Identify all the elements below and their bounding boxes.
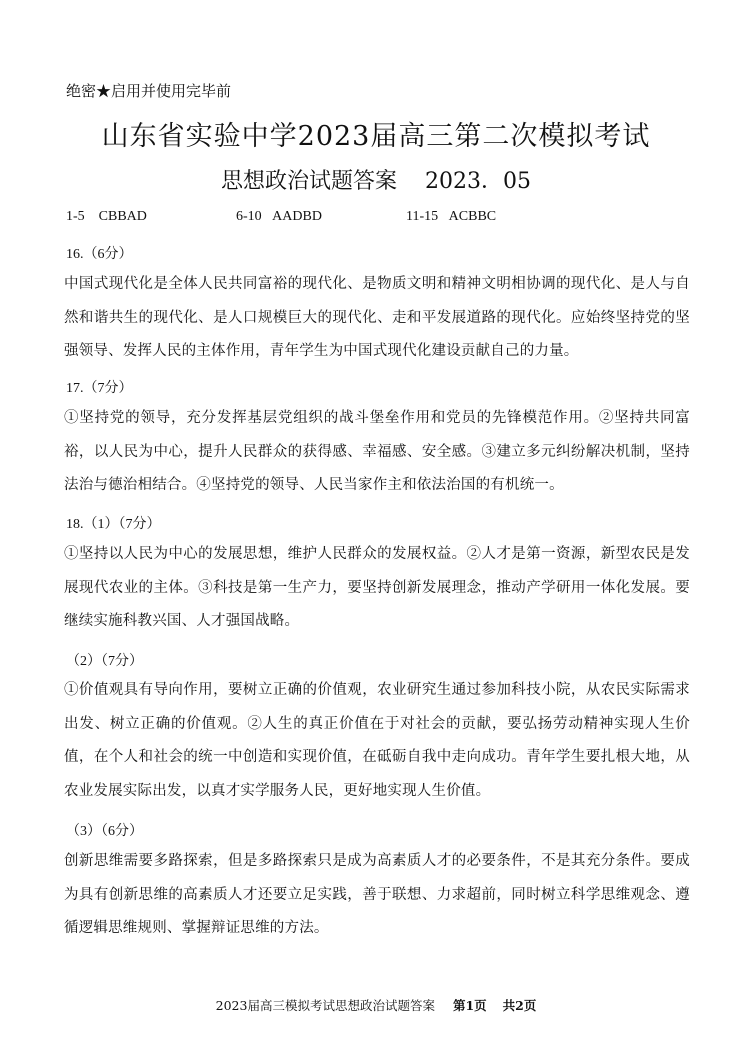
mc-range: 1-5 bbox=[66, 209, 85, 224]
multiple-choice-answers bbox=[66, 209, 496, 225]
page-footer bbox=[0, 996, 752, 1014]
mc-group bbox=[66, 209, 236, 225]
q18-part3-answer: 创新思维需要多路探索，但是多路探索只是成为高素质人才的必要条件，不是其充分条件。要成为具有创新思维的高素质人才还要立足实践，善于联想、力求超前，同时树立科学思维观念、遵循逻辑思维规则、掌握辩证思维的方法。 bbox=[64, 853, 690, 936]
subtitle-text: 思想政治试题答案 bbox=[221, 169, 398, 194]
mc-answers: ACBBC bbox=[448, 209, 497, 224]
mc-group bbox=[406, 209, 496, 225]
q17-answer: ①坚持党的领导，充分发挥基层党组织的战斗堡垒作用和党员的先锋模范作用。②坚持共同富裕，以人民为中心，提升人民群众的获得感、幸福感、安全感。③建立多元纠纷解决机制，坚持法治与德治相结合。④坚持党的领导、人民当家作主和依法治国的有机统一。 bbox=[64, 410, 690, 493]
exam-title: 山东省实验中学2023届高三第二次模拟考试 bbox=[101, 121, 651, 152]
q18-part2-heading: （2）（7分） bbox=[66, 654, 143, 669]
confidential-notice: 绝密★启用并使用完毕前 bbox=[66, 82, 232, 100]
exam-subtitle bbox=[0, 164, 752, 195]
mc-range: 11-15 bbox=[406, 209, 439, 224]
q18-part1-answer: ①坚持以人民为中心的发展思想，维护人民群众的发展权益。②人才是第一资源，新型农民是发展现代农业的主体。③科技是第一生产力，要坚持创新发展理念，推动产学研用一体化发展。要继续实施科教兴国、人才强国战略。 bbox=[64, 546, 690, 629]
q16-answer: 中国式现代化是全体人民共同富裕的现代化、是物质文明和精神文明相协调的现代化、是人与自然和谐共生的现代化、是人口规模巨大的现代化、走和平发展道路的现代化。应始终坚持党的坚强领导、发挥人民的主体作用，青年学生为中国式现代化建设贡献自己的力量。 bbox=[64, 276, 690, 359]
exam-date: 2023．05 bbox=[425, 169, 531, 194]
footer-doc-title: 2023届高三模拟考试思想政治试题答案 bbox=[215, 998, 435, 1013]
mc-answers: CBBAD bbox=[98, 209, 147, 224]
footer-total-pages: 共2页 bbox=[502, 998, 537, 1013]
mc-answers: AADBD bbox=[272, 209, 322, 224]
q18-part3-heading: （3）（6分） bbox=[66, 824, 143, 839]
footer-page-number: 第1页 bbox=[452, 998, 487, 1013]
q18-heading: 18.（1）（7分） bbox=[66, 517, 161, 532]
mc-group bbox=[236, 209, 406, 225]
mc-range: 6-10 bbox=[236, 209, 262, 224]
q17-heading: 17.（7分） bbox=[66, 381, 133, 396]
q16-heading: 16.（6分） bbox=[66, 247, 133, 262]
q18-part2-answer: ①价值观具有导向作用，要树立正确的价值观，农业研究生通过参加科技小院，从农民实际需求出发、树立正确的价值观。②人生的真正价值在于对社会的贡献，要弘扬劳动精神实现人生价值，在个人和社会的统一中创造和实现价值，在砥砺自我中走向成功。青年学生要扎根大地，从农业发展实际出发，以真才实学服务人民，更好地实现人生价值。 bbox=[64, 682, 690, 799]
